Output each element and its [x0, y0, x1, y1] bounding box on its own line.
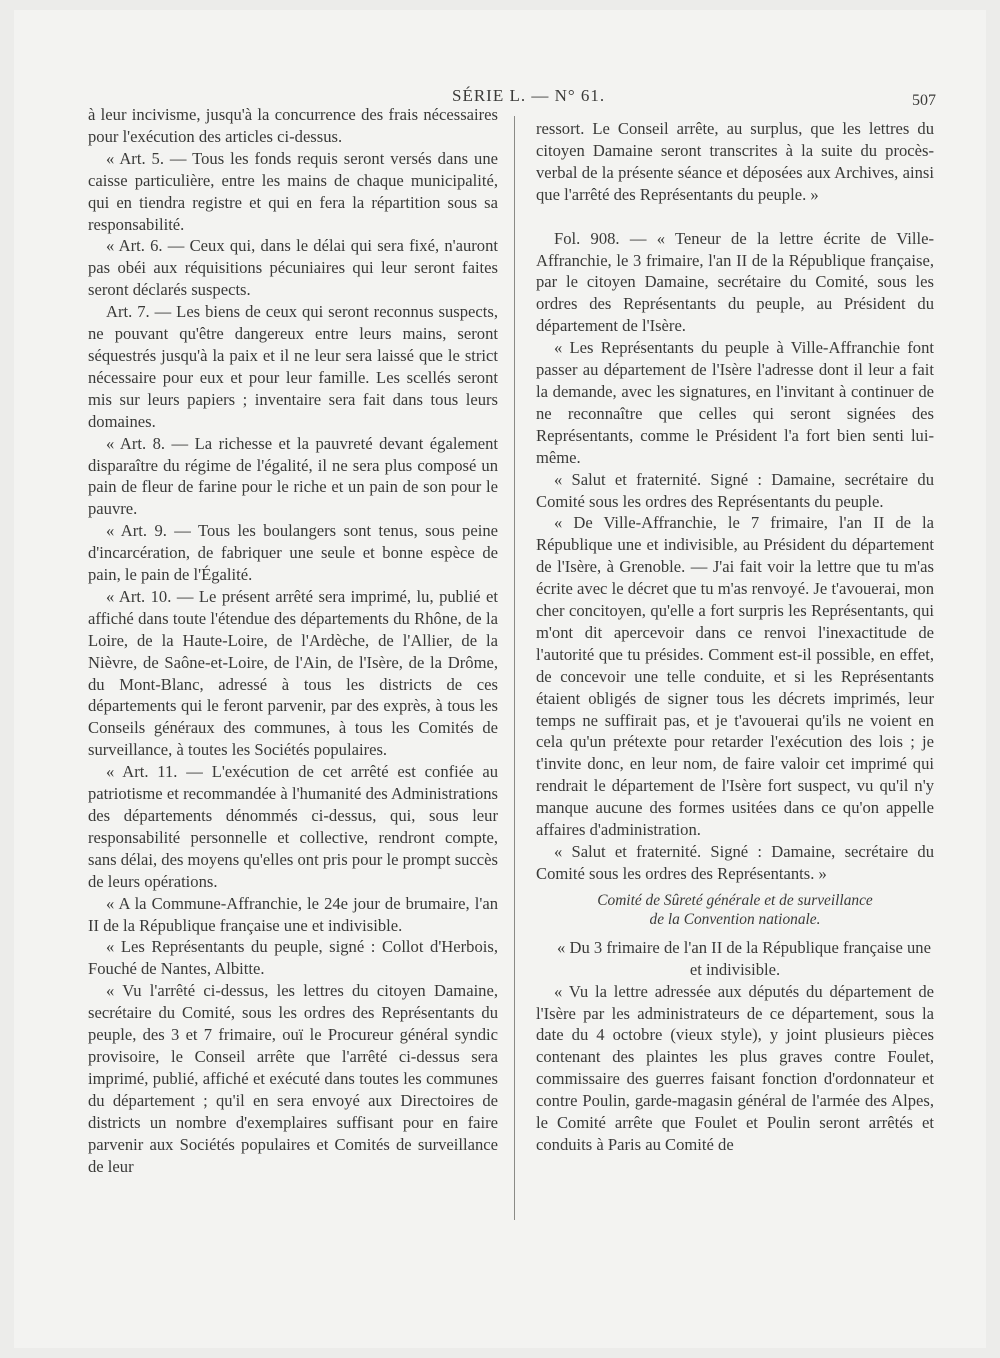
paragraph: « Art. 11. — L'exécution de cet arrêté est confiée au patriotisme et recommandée à l'humanité des Administrations des départements dénommés ci-dessus, qui, sous leur responsabilité personnelle et collective, rendront compte, sans délai, des moyens qu'elles ont pris pour le prompt succès de leurs opérations. — [88, 762, 498, 891]
paragraph: « Art. 9. — Tous les boulangers sont tenus, sous peine d'incarcération, de fabriquer une seule et bonne espèce de pain, le pain de l'Égalité. — [88, 521, 498, 585]
paragraph: « Les Représentants du peuple à Ville-Affranchie font passer au département de l'Isère l'adresse dont il leur a fait la demande, avec les signatures, en l'invitant à continuer de ne reconnaître que celles qui seront signées des Représentants, comme le Président l'a fort bien senti lui-même. — [536, 338, 934, 467]
date-line: « Du 3 frimaire de l'an II de la République française une et indivisible. — [557, 937, 931, 979]
paragraph: à leur incivisme, jusqu'à la concurrence des frais nécessaires pour l'exécution des articles ci-dessus. — [88, 105, 498, 146]
paragraph: « Les Représentants du peuple, signé : Collot d'Herbois, Fouché de Nantes, Albitte. — [88, 937, 498, 979]
paragraph: « Salut et fraternité. Signé : Damaine, secrétaire du Comité sous les ordres des Représentants du peuple. — [536, 469, 934, 511]
paragraph: « A la Commune-Affranchie, le 24e jour de brumaire, l'an II de la République française une et indivisible. — [88, 893, 498, 935]
section-heading — [536, 891, 934, 929]
paragraph: « Vu l'arrêté ci-dessus, les lettres du citoyen Damaine, secrétaire du Comité, sous les ordres des Représentants du peuple, des 3 et 7 frimaire, ouï le Procureur général syndic provisoire, le Conseil arrête que l'arrêté ci-dessus sera imprimé, publié, affiché et exécuté dans toutes les communes du département ; qu'il en sera envoyé aux Directoires de districts un nombre d'exemplaires suffisant pour en faire parvenir aux Sociétés populaires et Comités de surveillance de leur — [88, 981, 498, 1176]
paragraph: Art. 7. — Les biens de ceux qui seront reconnus suspects, ne pouvant qu'être dangereux entre leurs mains, seront séquestrés jusqu'à la paix et il ne leur sera laissé que le strict nécessaire pour eux et pour leur famille. Les scellés seront mis sur leurs papiers ; inventaire sera fait dans tous leurs domaines. — [88, 302, 498, 431]
paragraph: « De Ville-Affranchie, le 7 frimaire, l'an II de la République une et indivisible, au Président du département de l'Isère, à Grenoble. — J'ai fait voir la lettre que tu m'as écrite avec le décret que tu m'as renvoyé. Je t'avouerai, mon cher concitoyen, qu'elle a fort surpris les Représentants, qui m'ont dit apercevoir dans ce renvoi l'inexactitude de l'autorité que tu présides. Comment est-il possible, en effet, de concevoir une telle conduite, et si les Représentants étaient obligés de signer tous les décrets imprimés, leur temps ne suffirait pas, et je t'avouerai qu'ils ne voient en cela qu'un prétexte pour retarder l'exécution des lois ; je t'invite donc, en leur nom, de faire valoir cet imprimé qui rendrait le département de l'Isère fort suspect, vu qu'il n'y manque aucune des formes usitées dans ce qu'on appelle affaires d'administration. — [536, 513, 934, 840]
right-column — [536, 118, 934, 1156]
paragraph: ressort. Le Conseil arrête, au surplus, que les lettres du citoyen Damaine seront transcrites à la suite du procès-verbal de la présente séance et déposées aux Archives, ainsi que l'arrêté des Représentants du peuple. » — [536, 119, 934, 204]
column-divider — [514, 116, 515, 1220]
paragraph: « Salut et fraternité. Signé : Damaine, secrétaire du Comité sous les ordres des Représentants. » — [536, 842, 934, 883]
left-column — [88, 104, 498, 1177]
page-number: 507 — [912, 92, 936, 109]
paragraph: Fol. 908. — « Teneur de la lettre écrite de Ville-Affranchie, le 3 frimaire, l'an II de la République française, par le citoyen Damaine, secrétaire du Comité, sous les ordres des Représentants du peuple, au Président du département de l'Isère. — [536, 228, 934, 336]
paragraph: « Art. 5. — Tous les fonds requis seront versés dans une caisse particulière, entre les mains de chaque municipalité, qui en tiendra registre et qui en fera la répartition sous sa responsabilité. — [88, 148, 498, 234]
paragraph: « Art. 8. — La richesse et la pauvreté devant également disparaître du régime de l'égalité, il ne sera plus composé un pain de fleur de farine pour le riche et un pain de son pour le pauvre. — [88, 433, 498, 519]
heading-line: Comité de Sûreté générale et de surveillance — [597, 891, 873, 909]
heading-line: de la Convention nationale. — [649, 910, 821, 928]
paragraph: « Art. 6. — Ceux qui, dans le délai qui sera fixé, n'auront pas obéi aux réquisitions pécuniaires qui leur seront faites seront déclarés suspects. — [88, 236, 498, 300]
spacer — [536, 206, 934, 228]
paragraph: « Vu la lettre adressée aux députés du département de l'Isère par les administrateurs de ce département, sous la date du 4 octobre (vieux style), y joint plusieurs pièces contenant des plaintes les plus graves contre Foulet, commissaire des guerres faisant fonction d'ordonnateur et contre Poulin, garde-magasin général de l'armée des Alpes, le Comité arrête que Foulet et Poulin seront arrêtés et conduits à Paris au Comité de — [536, 981, 934, 1154]
series-title: SÉRIE L. — N° 61. — [452, 86, 606, 105]
paragraph: « Art. 10. — Le présent arrêté sera imprimé, lu, publié et affiché dans toute l'étendue des départements du Rhône, de la Loire, de la Haute-Loire, de l'Ardèche, de l'Allier, de la Nièvre, de Saône-et-Loire, de l'Ain, de l'Isère, de la Drôme, du Mont-Blanc, adressé à tous les districts de ces départements qui le feront parvenir, par des exprès, à tous les Conseils généraux des communes, à tous les Comités de surveillance, à toutes les Sociétés populaires. — [88, 586, 498, 760]
